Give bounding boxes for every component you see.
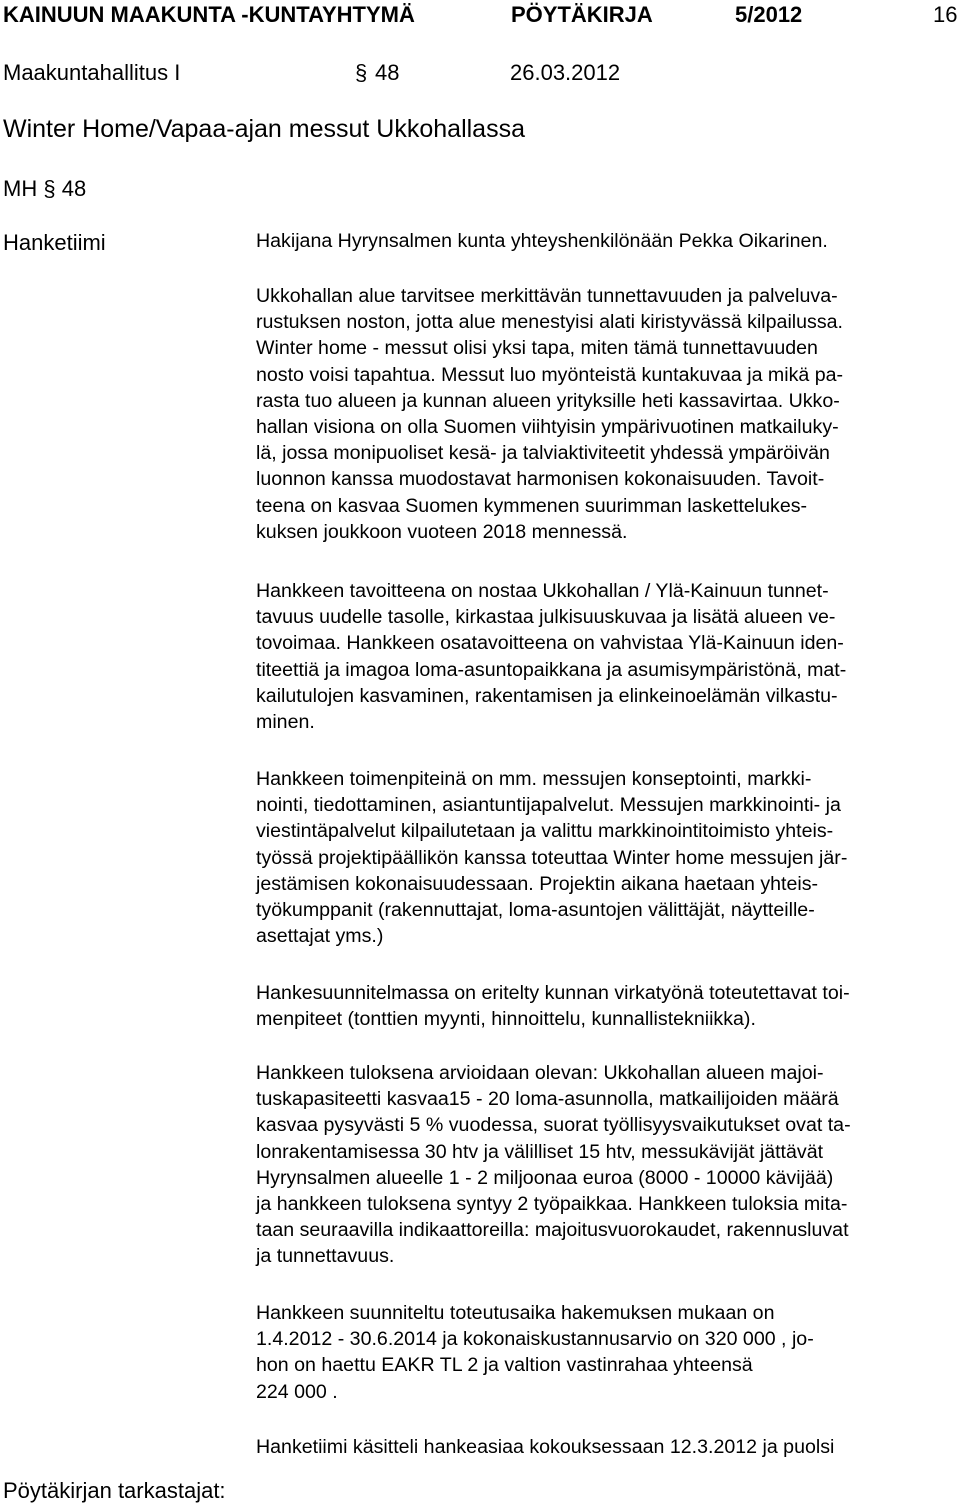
text-line: luonnon kanssa muodostavat harmonisen kokonaisuuden. Tavoit- xyxy=(256,468,825,491)
text-line: Hanketiimi käsitteli hankeasiaa kokouksessaan 12.3.2012 ja puolsi xyxy=(256,1436,835,1458)
text-line: Hankkeen tuloksena arvioidaan olevan: Ukkohallan alueen majoi- xyxy=(256,1062,824,1084)
text-line: työkumppanit (rakennuttajat, loma-asuntojen välittäjät, näytteille- xyxy=(256,899,815,922)
meeting-body: Maakuntahallitus I xyxy=(3,60,181,85)
text-line: menpiteet (tonttien myynti, hinnoittelu, kunnallistekniikka). xyxy=(256,1008,756,1031)
text-line: rustuksen noston, jotta alue menestyisi alati kiristyvässä kilpailussa. xyxy=(256,311,843,334)
minutes-checkers-label: Pöytäkirjan tarkastajat: xyxy=(3,1478,226,1503)
text-line: Hankesuunnitelmassa on eritelty kunnan virkatyönä toteutettavat toi- xyxy=(256,982,850,1004)
text-line: tavuus uudelle tasolle, kirkastaa julkisuuskuvaa ja lisätä alueen ve- xyxy=(256,606,836,629)
text-line: kailutulojen kasvaminen, rakentamisen ja elinkeinoelämän vilkastu- xyxy=(256,684,838,707)
text-line: kasvaa pysyvästi 5 % vuodessa, suorat työllisyysvaikutukset ovat ta- xyxy=(256,1114,851,1137)
text-line: nointi, tiedottaminen, asiantuntijapalvelut. Messujen markkinointi- ja xyxy=(256,794,841,817)
text-line: lä, jossa monipuoliset kesä- ja talviaktiviteetit yhdessä ympäröivän xyxy=(256,442,830,465)
text-line: ja tunnettavuus. xyxy=(256,1245,395,1268)
text-line: tovoimaa. Hankkeen osatavoitteena on vahvistaa Ylä-Kainuun iden- xyxy=(256,632,844,655)
text-line: Ukkohallan alue tarvitsee merkittävän tunnettavuuden ja palveluva- xyxy=(256,285,838,307)
text-line: Hankkeen tavoitteena on nostaa Ukkohallan / Ylä-Kainuun tunnet- xyxy=(256,580,829,602)
page-number: 16 xyxy=(933,2,958,27)
meeting-date: 26.03.2012 xyxy=(510,60,621,85)
text-line: 224 000 . xyxy=(256,1380,338,1403)
text-line: nosto voisi tapahtua. Messut luo myönteistä kuntakuvaa ja mikä pa- xyxy=(256,363,844,386)
section-ref-number: 48 xyxy=(61,176,87,201)
text-line: asettajat yms.) xyxy=(256,925,384,948)
text-line: Winter home - messut olisi yksi tapa, miten tämä tunnettavuuden xyxy=(256,337,818,360)
section-sign: § xyxy=(43,176,56,201)
text-line: kuksen joukkoon vuoteen 2018 mennessä. xyxy=(256,520,628,543)
paragraph-3 xyxy=(256,578,956,735)
text-line: teena on kasvaa Suomen kymmenen suurimman laskettelukes- xyxy=(256,494,808,517)
preparer-label: Hanketiimi xyxy=(3,230,106,255)
text-line: viestintäpalvelut kilpailutetaan ja valittu markkinointitoimisto yhteis- xyxy=(256,820,834,843)
text-line: tuskapasiteetti kasvaa15 - 20 loma-asunnolla, matkailijoiden määrä xyxy=(256,1088,839,1111)
text-line: Hyrynsalmen alueelle 1 - 2 miljoonaa euroa (8000 - 10000 kävijää) xyxy=(256,1166,834,1189)
text-line: rasta tuo alueen ja kunnan alueen yrityksille heti kassavirtaa. Ukko- xyxy=(256,389,840,412)
text-line: lonrakentamisessa 30 htv ja välilliset 15 htv, messukävijät jättävät xyxy=(256,1140,824,1163)
paragraph-5 xyxy=(256,980,956,1032)
paragraph-1 xyxy=(256,228,956,254)
paragraph-4 xyxy=(256,766,956,949)
text-line: hallan visiona on olla Suomen viihtyisin ympärivuotinen matkailuky- xyxy=(256,416,839,439)
document-type: PÖYTÄKIRJA xyxy=(511,2,653,27)
text-line: taan seuraavilla indikaattoreilla: majoitusvuorokaudet, rakennusluvat xyxy=(256,1219,849,1242)
text-line: Hankkeen suunniteltu toteutusaika hakemuksen mukaan on xyxy=(256,1302,775,1324)
section-ref-label: MH xyxy=(3,176,38,201)
text-line: titeettiä ja imagoa loma-asuntopaikkana ja asumisympäristönä, mat- xyxy=(256,658,847,681)
text-line: hon on haettu EAKR TL 2 ja valtion vastinrahaa yhteensä xyxy=(256,1354,753,1377)
section-sign: § xyxy=(355,60,368,85)
text-line: Hankkeen toimenpiteinä on mm. messujen konseptointi, markki- xyxy=(256,768,812,790)
text-line: jestämisen kokonaisuudessaan. Projektin aikana haetaan yhteis- xyxy=(256,872,819,895)
paragraph-8 xyxy=(256,1434,956,1460)
text-line: työssä projektipäällikön kanssa toteuttaa Winter home messujen jär- xyxy=(256,846,848,869)
document-number: 5/2012 xyxy=(735,2,803,27)
text-line: Hakijana Hyrynsalmen kunta yhteyshenkilönään Pekka Oikarinen. xyxy=(256,230,828,252)
text-line: 1.4.2012 - 30.6.2014 ja kokonaiskustannusarvio on 320 000 , jo- xyxy=(256,1328,814,1351)
organization-name: KAINUUN MAAKUNTA -KUNTAYHTYMÄ xyxy=(3,2,415,27)
section-ref xyxy=(3,176,86,202)
text-line: minen. xyxy=(256,711,315,734)
page-title: Winter Home/Vapaa-ajan messut Ukkohallassa xyxy=(3,115,525,143)
paragraph-6 xyxy=(256,1060,956,1270)
section-number: 48 xyxy=(375,60,400,85)
paragraph-7 xyxy=(256,1300,956,1405)
paragraph-2 xyxy=(256,283,956,545)
text-line: ja hankkeen tuloksena syntyy 2 työpaikkaa. Hankkeen tuloksia mita- xyxy=(256,1193,848,1216)
